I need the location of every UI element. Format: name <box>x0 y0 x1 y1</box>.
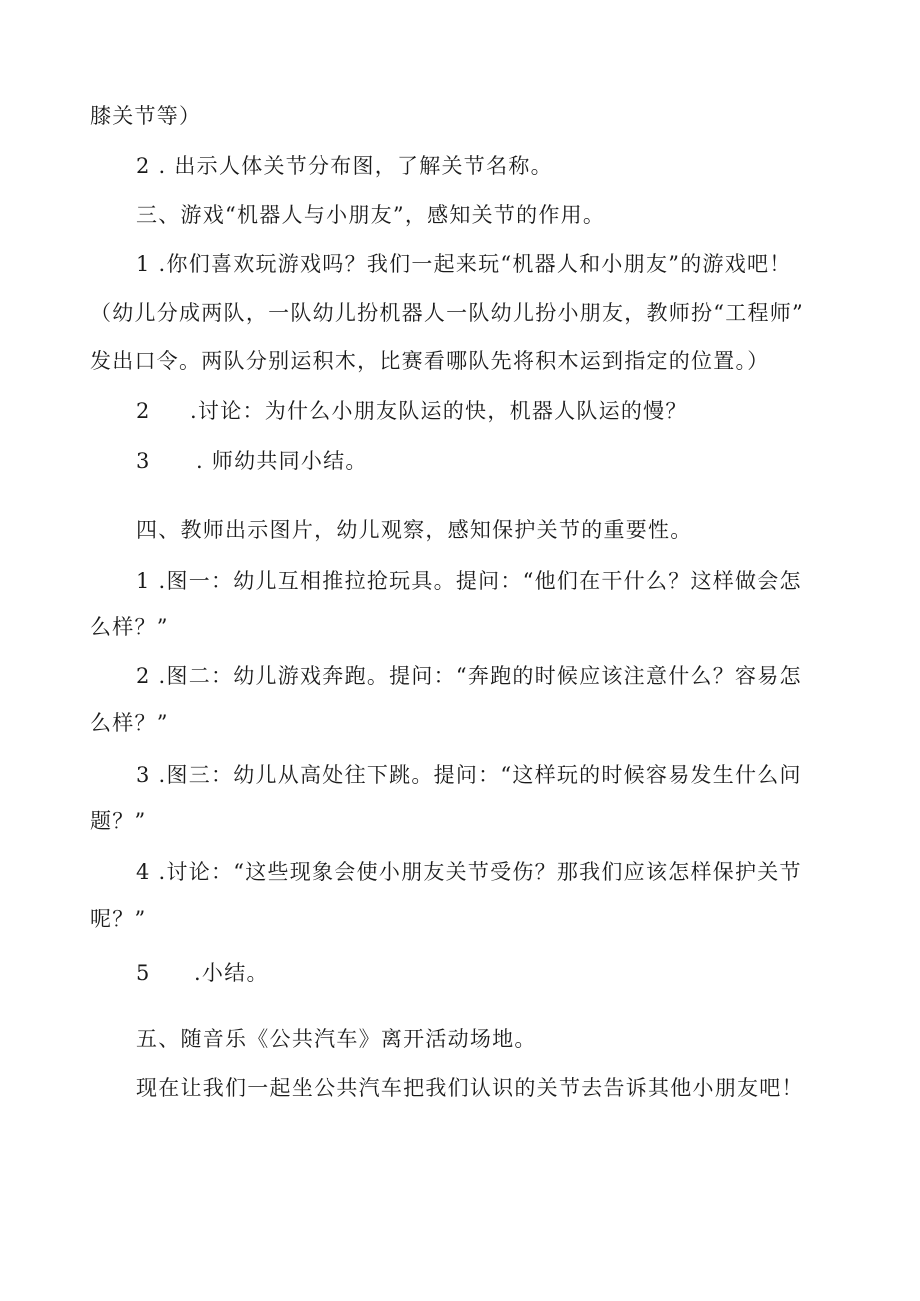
paragraph-line: 发出口令。两队分别运积木，比赛看哪队先将积木运到指定的位置。） <box>90 349 770 373</box>
paragraph-line: 题？” <box>90 809 147 833</box>
section-heading: 三、游戏“机器人与小朋友”，感知关节的作用。 <box>136 203 606 227</box>
paragraph-line: 现在让我们一起坐公共汽车把我们认识的关节去告诉其他小朋友吧！ <box>136 1076 804 1100</box>
paragraph-line: （幼儿分成两队，一队幼儿扮机器人一队幼儿扮小朋友，教师扮“工程师” <box>90 301 805 325</box>
paragraph-line: 膝关节等） <box>90 104 202 128</box>
paragraph-line: 么样？” <box>90 711 169 735</box>
paragraph-line: 2 .图二：幼儿游戏奔跑。提问：“奔跑的时候应该注意什么？容易怎 <box>136 664 802 688</box>
paragraph-line: 4 .讨论：“这些现象会使小朋友关节受伤？那我们应该怎样保护关节 <box>136 860 802 884</box>
list-number: 2 <box>136 399 151 423</box>
paragraph-line: 3 .图三：幼儿从高处往下跳。提问：“这样玩的时候容易发生什么问 <box>136 763 802 787</box>
paragraph-line: 呢？” <box>90 907 147 931</box>
list-number: 5 <box>136 961 151 985</box>
paragraph-line: .讨论：为什么小朋友队运的快，机器人队运的慢？ <box>190 399 688 423</box>
paragraph-line: .小结。 <box>194 961 269 985</box>
paragraph-line: 1 .图一：幼儿互相推拉抢玩具。提问：“他们在干什么？这样做会怎 <box>136 569 802 593</box>
paragraph-line: . 师幼共同小结。 <box>196 449 368 473</box>
section-heading: 四、教师出示图片，幼儿观察，感知保护关节的重要性。 <box>136 518 693 542</box>
section-heading: 五、随音乐《公共汽车》离开活动场地。 <box>136 1027 537 1051</box>
paragraph-line: 么样？” <box>90 615 169 639</box>
list-number: 3 <box>136 449 151 473</box>
paragraph-line: 2 . 出示人体关节分布图，了解关节名称。 <box>136 154 553 178</box>
paragraph-line: 1 .你们喜欢玩游戏吗？我们一起来玩“机器人和小朋友”的游戏吧！ <box>136 252 792 276</box>
